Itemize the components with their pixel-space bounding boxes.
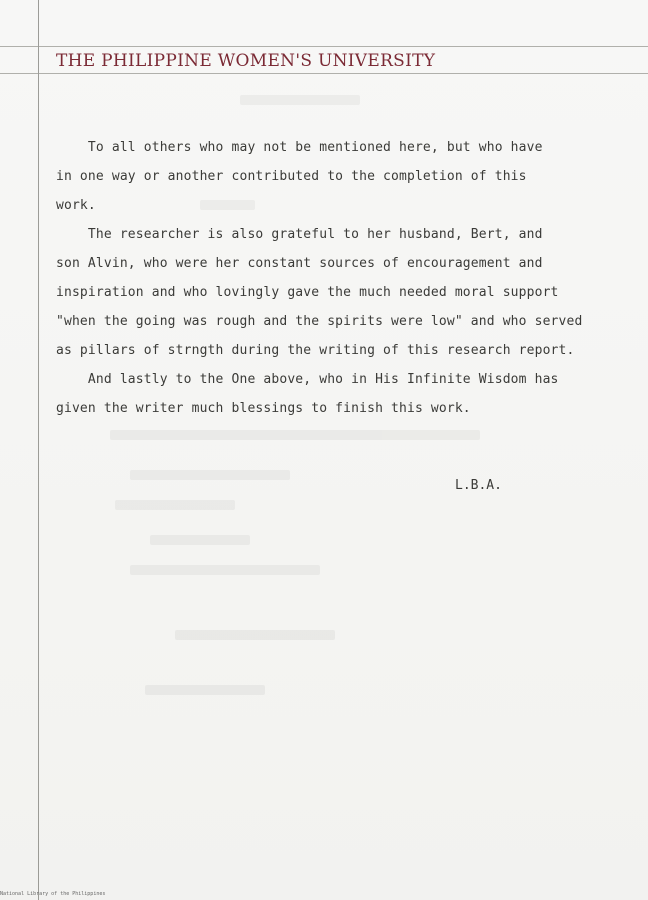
body-line: inspiration and who lovingly gave the much needed moral support: [56, 285, 559, 300]
body-line: given the writer much blessings to finish this work.: [56, 401, 471, 416]
body-text: [56, 133, 628, 423]
body-line: as pillars of strngth during the writing of this research report.: [56, 343, 575, 358]
signature-initials: L.B.A.: [455, 478, 502, 493]
body-line: And lastly to the One above, who in His Infinite Wisdom has: [56, 372, 559, 387]
letterhead-top-rule: [0, 46, 648, 47]
body-line: To all others who may not be mentioned here, but who have: [56, 140, 543, 155]
archive-footer: National Library of the Philippines: [0, 891, 106, 897]
body-line: in one way or another contributed to the completion of this: [56, 169, 527, 184]
body-line: The researcher is also grateful to her husband, Bert, and: [56, 227, 543, 242]
body-line: son Alvin, who were her constant sources of encouragement and: [56, 256, 543, 271]
letterhead-bottom-rule: [0, 73, 648, 74]
letterhead-title: THE PHILIPPINE WOMEN'S UNIVERSITY: [56, 51, 436, 71]
body-line: "when the going was rough and the spirits were low" and who served: [56, 314, 583, 329]
left-margin-rule: [38, 0, 39, 900]
body-line: work.: [56, 198, 96, 213]
